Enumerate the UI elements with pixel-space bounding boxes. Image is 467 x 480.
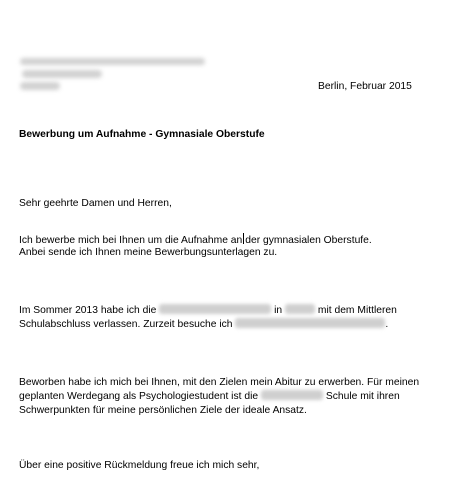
- place-date: Berlin, Februar 2015: [318, 81, 412, 92]
- school-name-redacted: [159, 304, 271, 314]
- p2-text-e: .: [385, 319, 389, 330]
- p1-text-b: der gymnasialen Oberstufe.: [245, 235, 372, 246]
- p2-text-b: in: [274, 305, 283, 316]
- p1-text-a: Ich bewerbe mich bei Ihnen um die Aufnahme an: [19, 235, 243, 246]
- current-school-redacted: [235, 318, 385, 328]
- paragraph-2-line-1: [19, 304, 397, 318]
- paragraph-2-line-2: [19, 318, 388, 332]
- paragraph-1-line-2: Anbei sende ich Ihnen meine Bewerbungsunterlagen zu.: [19, 247, 278, 258]
- salutation: Sehr geehrte Damen und Herren,: [19, 198, 172, 209]
- city-redacted: [285, 304, 315, 314]
- p3-text-b: Schule mit ihren: [325, 391, 400, 402]
- sender-address-redacted-line-2: [22, 70, 102, 78]
- sender-address-redacted-line-3: [20, 82, 60, 90]
- paragraph-3-line-3: Schwerpunkten für meine persönlichen Ziele der ideale Ansatz.: [19, 405, 307, 416]
- p2-text-c: mit dem Mittleren: [317, 305, 397, 316]
- subject-line: Bewerbung um Aufnahme - Gymnasiale Oberstufe: [19, 129, 265, 140]
- closing-line: Über eine positive Rückmeldung freue ich mich sehr,: [19, 460, 260, 471]
- p2-text-a: Im Sommer 2013 habe ich die: [19, 305, 157, 316]
- target-school-redacted: [261, 390, 323, 400]
- p3-text-a: geplanten Werdegang als Psychologiestudent ist die: [19, 391, 259, 402]
- paragraph-3-line-1: Beworben habe ich mich bei Ihnen, mit den Zielen mein Abitur zu erwerben. Für meinen: [19, 377, 420, 388]
- paragraph-3-line-2: [19, 390, 400, 404]
- p2-text-d: Schulabschluss verlassen. Zurzeit besuche ich: [19, 319, 233, 330]
- sender-address-redacted-line-1: [20, 58, 205, 65]
